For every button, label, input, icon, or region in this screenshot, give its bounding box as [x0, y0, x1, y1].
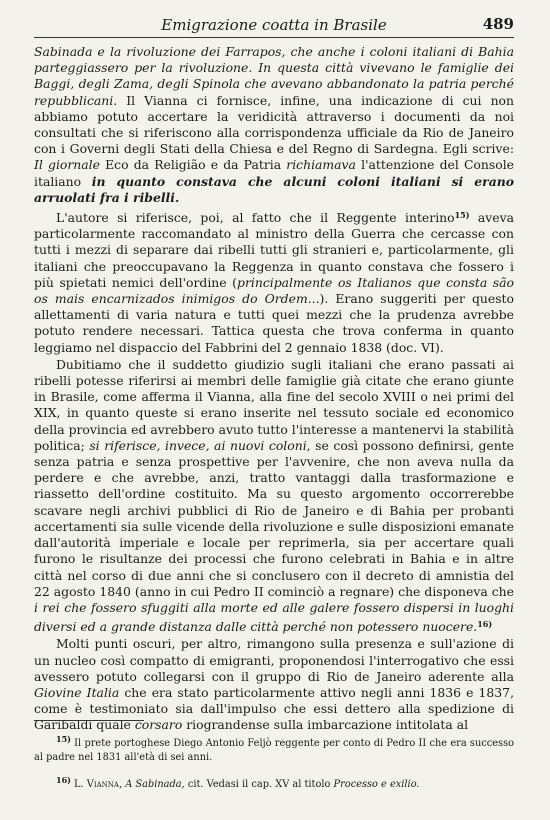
- p2-text-2: aveva particolarmente raccomandato al ministro della Guerra che cercasse con tutti i mezzi di separare dai ribelli tutti gli stranieri e, particolarmente, gli italiani che preoccupavano la Reggenza in quanto constava che fossero i più spietati nemici dell'ordine (: [34, 210, 514, 290]
- running-title: Emigrazione coatta in Brasile: [161, 16, 387, 34]
- p1-italic-opening: Sabinada e la rivoluzione dei Farrapos, che anche i coloni italiani di Bahia parteggiassero per la rivoluzione. In questa città vivevano le famiglie dei Baggi, degli Zama, degli Spinola che avevano abbandonato la patria perché repubblicani.: [34, 44, 514, 108]
- p1-italic-giornale: Il giornale: [34, 157, 100, 173]
- footnotes: [34, 732, 514, 800]
- p2-text: L'autore si riferisce, poi, al fatto che il Reggente interino: [56, 210, 455, 226]
- p2-portuguese-quote: principalmente os Italianos que consta são os mais encarnizados inimigos do Ordem...: [34, 274, 514, 307]
- running-header: [34, 13, 514, 38]
- footnote-rule: [34, 720, 144, 721]
- footnote-15-text: Il prete portoghese Diego Antonio Feljò reggente per conto di Pedro II che era successo al padre nel 1831 all'età di sei anni.: [34, 738, 514, 763]
- p1-italic-quote: in quanto constava che alcuni coloni italiani si erano arruolati fra i ribelli.: [34, 173, 514, 205]
- p3-text: Dubitiamo che il suddetto giudizio sugli italiani che erano passati ai ribelli potesse riferirsi ai membri delle famiglie già citate che erano giunte in Brasile, come afferma il Vianna, alla fine del secolo XVIII o nei primi del XIX, in quanto queste si erano inserite nel tessuto sociale ed economico della provincia ed avrebbero avuto tutto l'interesse a mantenervi la stabilità politica;: [34, 356, 514, 453]
- paragraph-2: [34, 207, 514, 356]
- footnote-16-work: A Sabinada: [125, 779, 182, 790]
- p1-text: Il Vianna ci fornisce, infine, una indicazione di cui non abbiamo potuto accertare la veridicità attraverso i documenti da noi consultati che si riferiscono alla corrispondenza ufficiale da Rio de Janeiro con i Governi degli Stati della Chiesa e del Regno di Sardegna. Egli scrive:: [34, 92, 514, 157]
- footnote-16-mark: 16): [56, 775, 71, 785]
- footnote-16-chapter: Processo e exilio.: [333, 779, 420, 790]
- p3-text-2: , se così possono definirsi, gente senza patria e senza prospettive per l'avvenire, che non aveva nulla da perdere e che avrebbe, anzi, tratto vantaggi dalla trasformazione e riassetto dell'ordine costituito. Ma su questo argomento occorrerebbe scavare negli archivi pubblici di Rio de Janeiro e di Bahia per probanti accertamenti sia sulle vicende della rivoluzione e sulle disposizioni emanate dall'autorità imperiale e locale per reprimerla, sia per accertare quali furono le risultanze dei processi che furono celebrati in Bahia e in altre città nel corso di due anni che si conclusero con il decreto di amnistia del 22 agosto 1840 (anno in cui Pedro II cominciò a regnare) che disponeva che: [34, 437, 515, 599]
- footnote-16: [34, 773, 514, 792]
- body-text: [34, 44, 514, 735]
- p2-text-3: ). Erano suggeriti per questo allettamenti di varia natura e tutti quei mezzi che la prudenza avrebbe potuto rendere necessari. Tattica questa che trova conferma in quanto leggiamo nel dispaccio del Fabbrini del 2 gennaio 1838 (doc. VI).: [34, 291, 514, 355]
- footnote-16-sep: ,: [118, 779, 126, 790]
- p4-text-2: che era stato particolarmente attivo negli anni 1836 e 1837, come è testimoniato sia dall'impulso che essi dettero alla spedizione di Garibaldi quale: [34, 684, 515, 733]
- footnote-16-mid: , cit. Vedasi il cap. XV al titolo: [181, 779, 334, 790]
- p3-italic-coloni: si riferisce, invece, ai nuovi coloni: [89, 437, 307, 453]
- p4-text: Molti punti oscuri, per altro, rimangono sulla presenza e sull'azione di un nucleo così compatto di emigranti, proponendosi l'interrogativo che essi avessero potuto collegarsi con il gruppo di Rio de Janeiro aderente alla: [34, 636, 514, 684]
- p4-italic-corsaro: corsaro: [134, 717, 183, 733]
- paragraph-4: [34, 636, 514, 733]
- page-number: 489: [482, 15, 514, 33]
- p4-text-3: riograndense sulla imbarcazione intitolata al: [182, 717, 469, 733]
- p1-text-2: l'attenzione del Console italiano: [34, 157, 514, 189]
- footnote-ref-16: 16): [477, 619, 493, 630]
- footnote-15: [34, 732, 514, 765]
- paragraph-1: [34, 44, 514, 206]
- p4-italic-giovine-italia: Giovine Italia: [34, 684, 120, 700]
- footnote-16-author: L. Vianna: [74, 779, 119, 790]
- p1-newspaper-title: Eco da Religião e da Patria: [99, 157, 287, 173]
- footnote-ref-15: 15): [454, 210, 470, 221]
- paragraph-3: [34, 357, 514, 635]
- footnote-15-mark: 15): [56, 734, 71, 744]
- p3-decree-quote: i rei che fossero sfuggiti alla morte ed alle galere fossero dispersi in luoghi diversi ed a grande distanza dalle città perché non potessero nuocere.: [34, 599, 514, 635]
- p1-italic-richiamava: richiamava: [286, 157, 356, 173]
